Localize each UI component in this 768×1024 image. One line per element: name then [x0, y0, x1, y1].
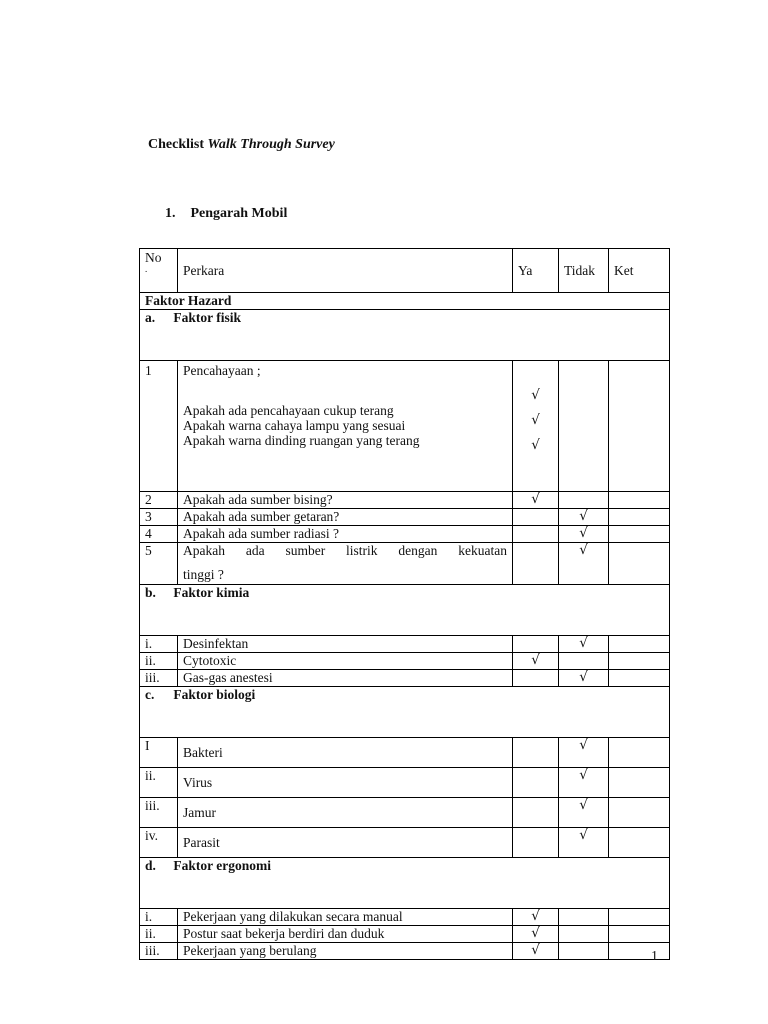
row-tidak: √	[559, 828, 609, 858]
row-number: 1	[140, 361, 178, 492]
row-line: Apakah warna dinding ruangan yang terang	[183, 433, 420, 448]
category-title: Faktor kimia	[173, 585, 250, 600]
row-number: 4	[140, 526, 178, 543]
row-perkara: Gas-gas anestesi	[178, 670, 513, 687]
category-cell	[140, 585, 670, 636]
row-ket	[609, 798, 670, 828]
row-ya	[513, 361, 559, 492]
header-no	[140, 249, 178, 293]
row-number: I	[140, 738, 178, 768]
document-title	[148, 137, 335, 153]
hazard-row	[140, 293, 670, 310]
row-ket	[609, 526, 670, 543]
table-row	[140, 653, 670, 670]
header-tidak: Tidak	[559, 249, 609, 293]
row-perkara: Desinfektan	[178, 636, 513, 653]
row-line: Apakah ada sumber listrik dengan kekuatan	[183, 543, 507, 558]
row-ya	[513, 509, 559, 526]
row-perkara: Virus	[178, 768, 513, 798]
row-ket	[609, 828, 670, 858]
section-number: 1.	[165, 206, 176, 221]
title-plain: Checklist	[148, 137, 204, 152]
table-row	[140, 768, 670, 798]
table-row	[140, 543, 670, 585]
row-tidak: √	[559, 670, 609, 687]
row-tidak	[559, 361, 609, 492]
row-ket	[609, 768, 670, 798]
row-ket	[609, 361, 670, 492]
row-ket	[609, 492, 670, 509]
row-ya: √	[513, 492, 559, 509]
row-ya: √	[513, 943, 559, 960]
section-heading	[165, 206, 287, 222]
row-line: Apakah warna cahaya lampu yang sesuai	[183, 418, 406, 433]
table-row	[140, 943, 670, 960]
row-ya	[513, 526, 559, 543]
row-ket	[609, 509, 670, 526]
row-tidak: √	[559, 543, 609, 585]
row-number: 5	[140, 543, 178, 585]
row-ya	[513, 738, 559, 768]
row-number: ii.	[140, 926, 178, 943]
category-cell	[140, 310, 670, 361]
row-perkara: Postur saat bekerja berdiri dan duduk	[178, 926, 513, 943]
category-row	[140, 687, 670, 738]
category-row	[140, 585, 670, 636]
table-row	[140, 492, 670, 509]
category-row	[140, 858, 670, 909]
row-ya	[513, 636, 559, 653]
row-ket	[609, 926, 670, 943]
row-line: Pencahayaan ;	[183, 363, 261, 378]
row-ket	[609, 909, 670, 926]
row-tidak: √	[559, 509, 609, 526]
row-number: iii.	[140, 798, 178, 828]
check-mark: √	[531, 412, 540, 428]
row-ya: √	[513, 926, 559, 943]
row-perkara: Apakah ada sumber bising?	[178, 492, 513, 509]
table-row	[140, 926, 670, 943]
category-cell	[140, 858, 670, 909]
row-perkara: Apakah ada sumber radiasi ?	[178, 526, 513, 543]
row-number: iii.	[140, 943, 178, 960]
row-ket	[609, 636, 670, 653]
row-ya	[513, 543, 559, 585]
row-perkara	[178, 361, 513, 492]
row-tidak: √	[559, 738, 609, 768]
row-perkara: Bakteri	[178, 738, 513, 768]
section-title: Pengarah Mobil	[190, 206, 288, 221]
row-ket	[609, 943, 670, 960]
row-tidak	[559, 926, 609, 943]
table-row	[140, 909, 670, 926]
table-row	[140, 361, 670, 492]
row-ket	[609, 670, 670, 687]
row-perkara: Cytotoxic	[178, 653, 513, 670]
row-ya	[513, 670, 559, 687]
title-italic: Walk Through Survey	[207, 137, 335, 152]
row-ya	[513, 798, 559, 828]
row-number: ii.	[140, 768, 178, 798]
row-ya	[513, 768, 559, 798]
header-no-dot: .	[145, 264, 148, 274]
row-number: iv.	[140, 828, 178, 858]
header-perkara: Perkara	[178, 249, 513, 293]
table-row	[140, 509, 670, 526]
row-line: Apakah ada pencahayaan cukup terang	[183, 403, 394, 418]
row-ya: √	[513, 909, 559, 926]
table-row	[140, 738, 670, 768]
category-letter: b.	[145, 585, 156, 600]
row-ya: √	[513, 653, 559, 670]
row-ket	[609, 543, 670, 585]
row-ket	[609, 738, 670, 768]
row-tidak: √	[559, 768, 609, 798]
row-tidak	[559, 943, 609, 960]
header-no-label: No	[145, 250, 162, 265]
category-row	[140, 310, 670, 361]
row-tidak	[559, 492, 609, 509]
category-cell	[140, 687, 670, 738]
table-row	[140, 636, 670, 653]
category-letter: d.	[145, 858, 156, 873]
check-mark: √	[531, 437, 540, 453]
table-row	[140, 828, 670, 858]
category-letter: a.	[145, 310, 156, 325]
row-number: i.	[140, 636, 178, 653]
hazard-label: Faktor Hazard	[140, 293, 670, 310]
category-title: Faktor fisik	[173, 310, 242, 325]
header-ket: Ket	[609, 249, 670, 293]
row-perkara: Pekerjaan yang dilakukan secara manual	[178, 909, 513, 926]
category-title: Faktor ergonomi	[173, 858, 271, 873]
table-row	[140, 798, 670, 828]
row-line: tinggi ?	[183, 567, 224, 582]
category-title: Faktor biologi	[173, 687, 256, 702]
row-tidak: √	[559, 798, 609, 828]
row-perkara	[178, 543, 513, 585]
row-number: i.	[140, 909, 178, 926]
row-number: 2	[140, 492, 178, 509]
category-letter: c.	[145, 687, 155, 702]
check-mark: √	[531, 387, 540, 403]
page-number: 1	[651, 949, 658, 964]
row-number: iii.	[140, 670, 178, 687]
row-ket	[609, 653, 670, 670]
table-row	[140, 526, 670, 543]
row-perkara: Apakah ada sumber getaran?	[178, 509, 513, 526]
row-number: 3	[140, 509, 178, 526]
row-tidak: √	[559, 526, 609, 543]
table-header-row	[140, 249, 670, 293]
row-tidak	[559, 653, 609, 670]
row-perkara: Pekerjaan yang berulang	[178, 943, 513, 960]
row-perkara: Parasit	[178, 828, 513, 858]
checklist-table	[139, 248, 670, 960]
row-number: ii.	[140, 653, 178, 670]
row-tidak	[559, 909, 609, 926]
row-tidak: √	[559, 636, 609, 653]
row-ya	[513, 828, 559, 858]
table-row	[140, 670, 670, 687]
row-perkara: Jamur	[178, 798, 513, 828]
header-ya: Ya	[513, 249, 559, 293]
